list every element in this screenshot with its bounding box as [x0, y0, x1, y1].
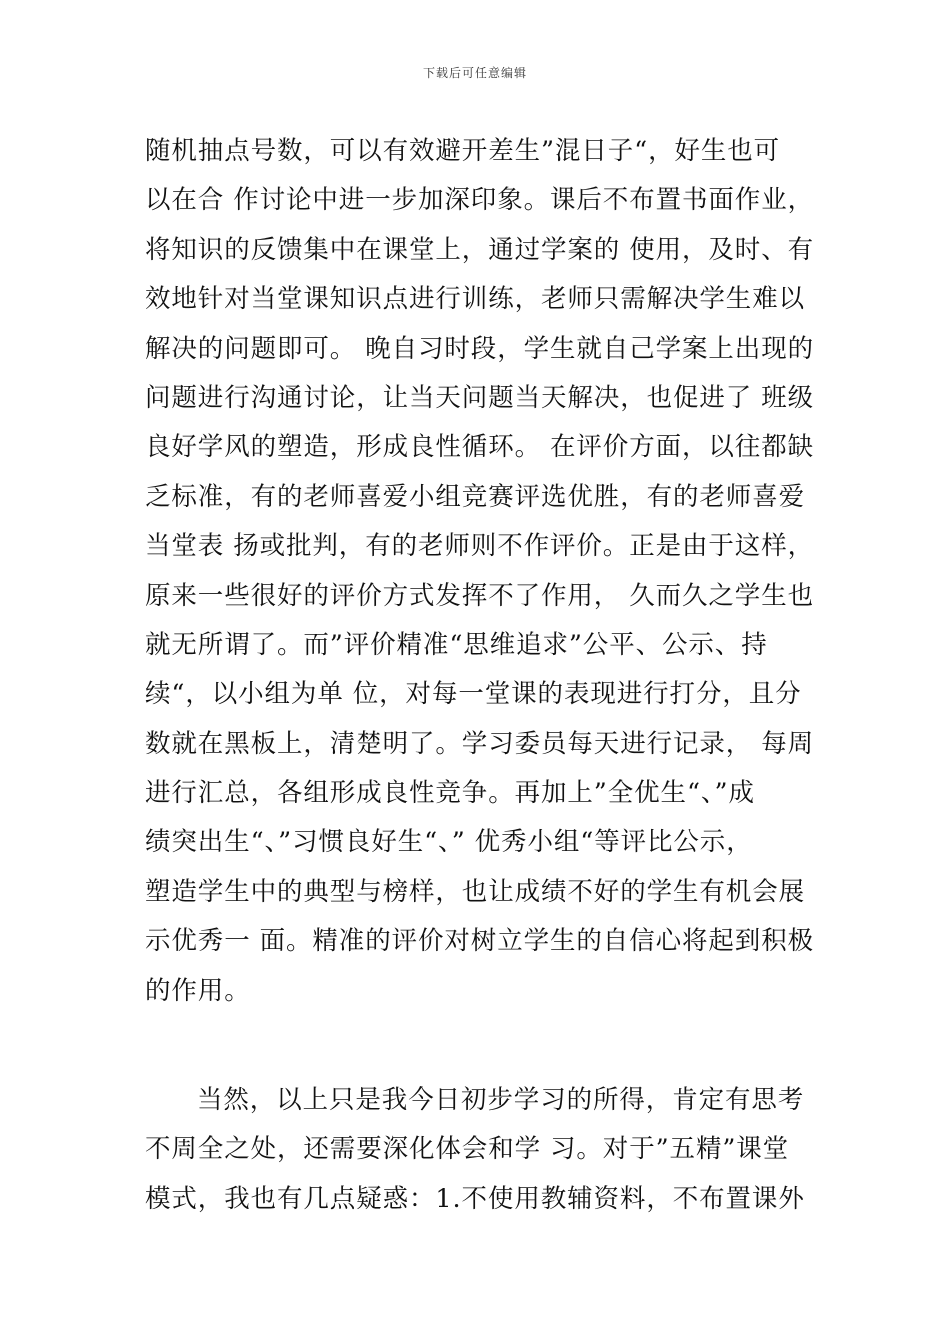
text-line: 解决的问题即可。 晚自习时段，学生就自己学案上出现的 [145, 333, 815, 364]
text-line: 进行汇总，各组形成良性竞争。再加上”全优生“、”成 [145, 778, 755, 809]
paragraph-2 [145, 1080, 835, 1228]
text-line: 绩突出生“、”习惯良好生“、” 优秀小组“等评比公示， [145, 827, 753, 858]
page-header-note: 下载后可任意编辑 [422, 66, 527, 80]
text-line: 示优秀一 面。精准的评价对树立学生的自信心将起到积极 [145, 926, 815, 957]
text-line: 塑造学生中的典型与榜样，也让成绩不好的学生有机会展 [145, 876, 806, 907]
text-line: 续“，以小组为单 位，对每一堂课的表现进行打分，且分 [145, 679, 802, 710]
text-line: 以在合 作讨论中进一步加深印象。课后不布置书面作业， [145, 185, 815, 216]
text-line: 乏标准，有的老师喜爱小组竞赛评选优胜，有的老师喜爱 [145, 481, 806, 512]
text-line: 随机抽点号数，可以有效避开差生”混日子“，好生也可 [145, 136, 781, 166]
text-line: 当然，以上只是我今日初步学习的所得，肯定有思考 [197, 1085, 805, 1115]
text-line: 将知识的反馈集中在课堂上，通过学案的 使用，及时、有 [145, 234, 815, 265]
text-line: 的作用。 [145, 975, 251, 1006]
text-line: 问题进行沟通讨论，让当天问题当天解决，也促进了 班级 [145, 382, 815, 413]
text-line: 良好学风的塑造，形成良性循环。 在评价方面，以往都缺 [145, 432, 815, 463]
text-line: 效地针对当堂课知识点进行训练，老师只需解决学生难以 [145, 284, 806, 315]
text-line: 模式，我也有几点疑惑：1.不使用教辅资料，不布置课外 [145, 1183, 805, 1214]
text-line: 原来一些很好的评价方式发挥不了作用， 久而久之学生也 [145, 580, 815, 611]
paragraph-1 [145, 131, 835, 1020]
text-line: 不周全之处，还需要深化体会和学 习。对于”五精”课堂 [145, 1134, 790, 1165]
text-line: 当堂表 扬或批判，有的老师则不作评价。正是由于这样， [145, 531, 815, 562]
text-line: 数就在黑板上，清楚明了。学习委员每天进行记录， 每周 [145, 728, 815, 759]
text-line: 就无所谓了。而”评价精准“思维追求”公平、公示、持 [145, 629, 768, 660]
